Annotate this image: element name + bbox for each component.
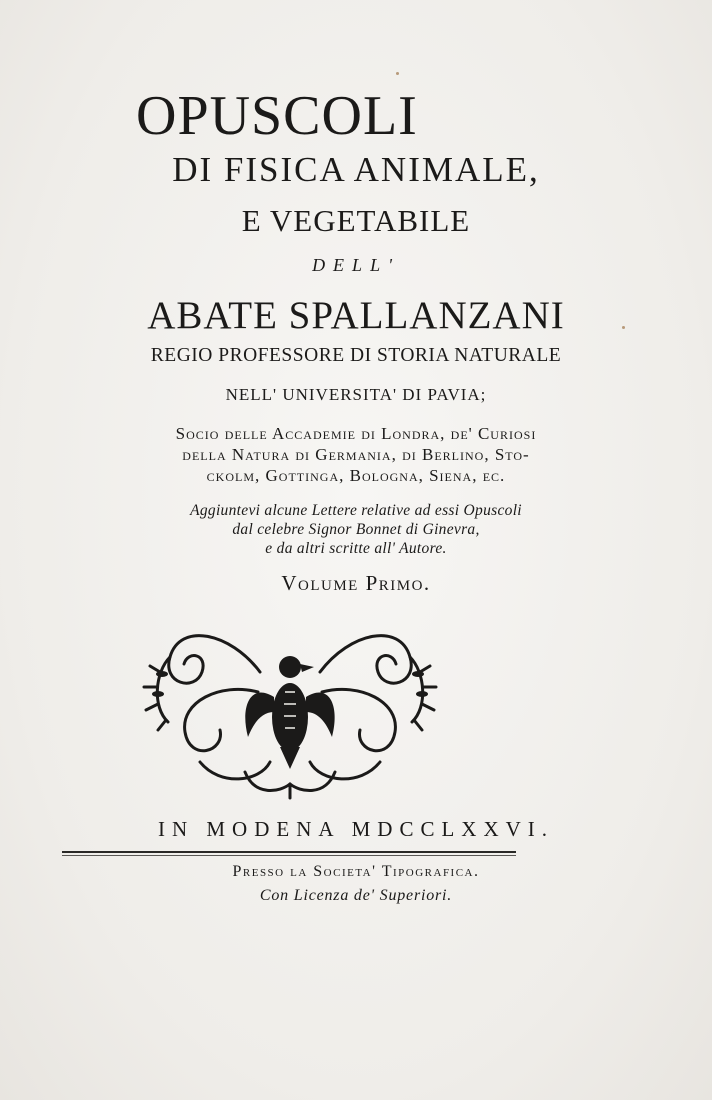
note-line-2: dal celebre Signor Bonnet di Ginevra, [232,521,480,538]
book-title: OPUSCOLI [136,85,418,147]
by-line: DELL' [312,255,400,275]
note-line-1: Aggiuntevi alcune Lettere relative ad essi Opuscoli [190,502,522,519]
author-role-2: NELL' UNIVERSITA' DI PAVIA; [225,385,487,404]
license-line: Con Licenza de' Superiori. [259,887,453,904]
paper-speck [622,326,625,329]
volume-label: Volume Primo. [281,571,431,595]
imprint-place-date: IN MODENA MDCCLXXVI. [157,817,555,841]
eagle-crest-icon [140,612,440,802]
imprint-rule [62,851,516,853]
author-name: ABATE SPALLANZANI [147,294,565,337]
societies-line-2: della Natura di Germania, di Berlino, Sto- [182,445,530,464]
paper-speck [396,72,399,75]
imprint-rule-thin [62,855,516,856]
author-role-1: REGIO PROFESSORE DI STORIA NATURALE [150,345,562,366]
subtitle-line-1: DI FISICA ANIMALE, [172,150,540,189]
societies-line-3: ckolm, Gottinga, Bologna, Siena, ec. [206,466,506,485]
printer-line: Presso la Societa' Tipografica. [232,863,480,880]
societies-line-1: Socio delle Accademie di Londra, de' Curiosi [175,424,537,443]
note-line-3: e da altri scritte all' Autore. [265,540,447,557]
subtitle-line-2: E VEGETABILE [241,203,471,238]
